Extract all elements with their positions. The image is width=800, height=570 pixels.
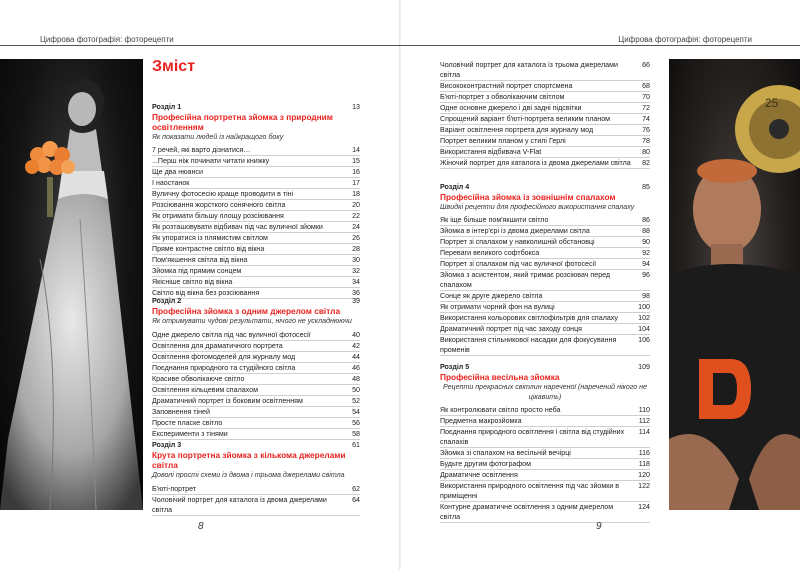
toc-entry[interactable]: Портрет зі спалахом у навколишній обстановці 90 (440, 238, 650, 246)
toc-entry[interactable]: Як іще більше пом'якшити світло 86 (440, 216, 650, 224)
toc-entry[interactable]: Вуличну фотосесію краще проводити в тіні 18 (152, 190, 360, 198)
toc-entry[interactable]: Використання відбивача V-Flat 80 (440, 148, 650, 156)
toc-left-section-2 (152, 296, 360, 440)
toc-entry[interactable]: Жіночий портрет для каталога із двома джерелами світла 82 (440, 159, 650, 167)
toc-entry[interactable]: ...Перш ніж починати читати книжку 15 (152, 157, 360, 165)
toc-entry[interactable]: Якісніше світло від вікна 34 (152, 278, 360, 286)
toc-entry[interactable]: Як упоратися із плямистим світлом 26 (152, 234, 360, 242)
toc-entry[interactable]: Ще два нюанси 16 (152, 168, 360, 176)
athlete-illustration (669, 59, 800, 510)
toc-title: Зміст (152, 58, 196, 75)
toc-entry[interactable]: Чоловічий портрет для каталога із трьома джерелами світла 66 (440, 61, 650, 79)
toc-entry[interactable]: Як отримати більшу площу розсіювання 22 (152, 212, 360, 220)
toc-entry[interactable]: Зйомка під прямим сонцем 32 (152, 267, 360, 275)
toc-entry[interactable]: Зйомка з асистентом, який тримає розсіювач перед спалахом 96 (440, 271, 650, 289)
chapter-label: Розділ 2 (152, 297, 182, 305)
chapter-page: 109 (638, 363, 650, 371)
toc-entry[interactable]: Експерименти з тінями 58 (152, 430, 360, 438)
chapter-title[interactable]: Професійна весільна зйомка (440, 372, 560, 382)
chapter-title[interactable]: Професійна зйомка із зовнішнім спалахом (440, 192, 616, 202)
toc-entry[interactable]: Освітлення кільцевим спалахом 50 (152, 386, 360, 394)
toc-entry[interactable]: Контурне драматичне освітлення з одним джерелом світла 124 (440, 503, 650, 521)
toc-entry[interactable]: І наостанок 17 (152, 179, 360, 187)
chapter-subtitle: Доволі прості схеми із двома і трьома джерелами світла (152, 471, 345, 479)
toc-entry[interactable]: Як розташовувати відбивач під час вуличної зйомки 24 (152, 223, 360, 231)
chapter-page: 39 (352, 297, 360, 305)
toc-entry[interactable]: Сонце як друге джерело світла 98 (440, 292, 650, 300)
chapter-page: 61 (352, 441, 360, 449)
chapter-label: Розділ 1 (152, 103, 182, 111)
toc-entry[interactable]: Просте пласке світло 56 (152, 419, 360, 427)
weight-plate-label: 25 (765, 96, 779, 110)
chapter-label: Розділ 3 (152, 441, 182, 449)
right-page-number: 9 (596, 521, 602, 532)
chapter-title[interactable]: Професійна зйомка з одним джерелом світла (152, 306, 341, 316)
left-page-number: 8 (198, 521, 204, 532)
chapter-label: Розділ 5 (440, 363, 470, 371)
toc-entry[interactable]: Освітлення фотомоделей для журналу мод 44 (152, 353, 360, 361)
toc-left-section-3 (152, 440, 360, 516)
toc-entry[interactable]: Драматичне освітлення 120 (440, 471, 650, 479)
toc-entry[interactable]: Спрощений варіант б'юті-портрета великим планом 74 (440, 115, 650, 123)
right-running-head: Цифрова фотографія: фоторецепти (400, 33, 800, 46)
toc-entry[interactable]: Предметна макрозйомка 112 (440, 417, 650, 425)
toc-left-section-1 (152, 102, 360, 299)
chapter-title[interactable]: Крута портретна зйомка з кількома джерелами світла (152, 450, 346, 470)
toc-entry[interactable]: Одне джерело світла під час вуличної фотосесії 40 (152, 331, 360, 339)
toc-entry[interactable]: Драматичний портрет під час заходу сонця 104 (440, 325, 650, 333)
chapter-subtitle: Рецепти прекрасних світлин нареченої (наречений нікого не цікавить) (442, 383, 648, 401)
toc-entry[interactable]: Зйомка в інтер'єрі із двома джерелами світла 88 (440, 227, 650, 235)
toc-entry[interactable]: Як контролювати світло просто неба 110 (440, 406, 650, 414)
chapter-subtitle: Як показати людей із найкращого боку (152, 133, 284, 141)
chapter-title[interactable]: Професійна портретна зйомка з природним освітленням (152, 112, 333, 132)
toc-entry[interactable]: Портрет великим планом у стилі Герлі 78 (440, 137, 650, 145)
toc-entry[interactable]: Заповнення тіней 54 (152, 408, 360, 416)
toc-entry[interactable]: Розсіювання жорсткого сонячного світла 20 (152, 201, 360, 209)
toc-right-continued (440, 60, 650, 169)
toc-entry[interactable]: Освітлення для драматичного портрета 42 (152, 342, 360, 350)
toc-entry[interactable]: Використання стільникової насадки для фокусування променів 106 (440, 336, 650, 354)
toc-entry[interactable]: Пряме контрастне світло від вікна 28 (152, 245, 360, 253)
toc-entry[interactable]: Чоловічий портрет для каталога із двома джерелами світла 64 (152, 496, 360, 514)
book-spine (399, 0, 401, 570)
toc-entry[interactable]: Б'юті-портрет з обволікаючим світлом 70 (440, 93, 650, 101)
toc-entry[interactable]: Зйомка зі спалахом на весільній вечірці 116 (440, 449, 650, 457)
left-running-head: Цифрова фотографія: фоторецепти (0, 33, 400, 46)
toc-entry[interactable]: 7 речей, які варто дізнатися… 14 (152, 146, 360, 154)
bride-photo-icon (0, 59, 143, 510)
toc-entry[interactable]: Красиве обволікаюче світло 48 (152, 375, 360, 383)
toc-right-section-5 (440, 362, 650, 523)
toc-entry[interactable]: Використання природного освітлення під час зйомки в приміщенні 122 (440, 482, 650, 500)
toc-entry[interactable]: Використання кольорових світлофільтрів для спалаху 102 (440, 314, 650, 322)
toc-entry[interactable]: Світло від вікна без розсіювання 36 (152, 289, 360, 297)
toc-entry[interactable]: Одне основне джерело і дві задні підсвітки 72 (440, 104, 650, 112)
toc-entry[interactable]: Висококонтрастний портрет спортсмена 68 (440, 82, 650, 90)
toc-entry[interactable]: Б'юті-портрет 62 (152, 485, 360, 493)
toc-entry[interactable]: Варіант освітлення портрета для журналу мод 76 (440, 126, 650, 134)
toc-entry[interactable]: Портрет зі спалахом під час вуличної фотосесії 94 (440, 260, 650, 268)
toc-entry[interactable]: Переваги великого софтбокса 92 (440, 249, 650, 257)
toc-entry[interactable]: Будьте другим фотографом 118 (440, 460, 650, 468)
chapter-subtitle: Швидкі рецепти для професійного використання спалаху (440, 203, 635, 211)
chapter-page: 85 (642, 183, 650, 191)
chapter-page: 13 (352, 103, 360, 111)
toc-entry[interactable]: Як отримати чорний фон на вулиці 100 (440, 303, 650, 311)
toc-entry[interactable]: Поєднання природного та студійного світла 46 (152, 364, 360, 372)
chapter-subtitle: Як отримувати чудові результати, нічого не ускладнюючи (152, 317, 352, 325)
toc-right-section-4 (440, 182, 650, 356)
athlete-photo-icon (669, 59, 800, 510)
toc-entry[interactable]: Пом'якшення світла від вікна 30 (152, 256, 360, 264)
bride-illustration (0, 59, 143, 510)
toc-entry[interactable]: Поєднання природного освітлення і світла від студійних спалахів 114 (440, 428, 650, 446)
toc-entry[interactable]: Драматичний портрет із боковим освітленням 52 (152, 397, 360, 405)
chapter-label: Розділ 4 (440, 183, 470, 191)
